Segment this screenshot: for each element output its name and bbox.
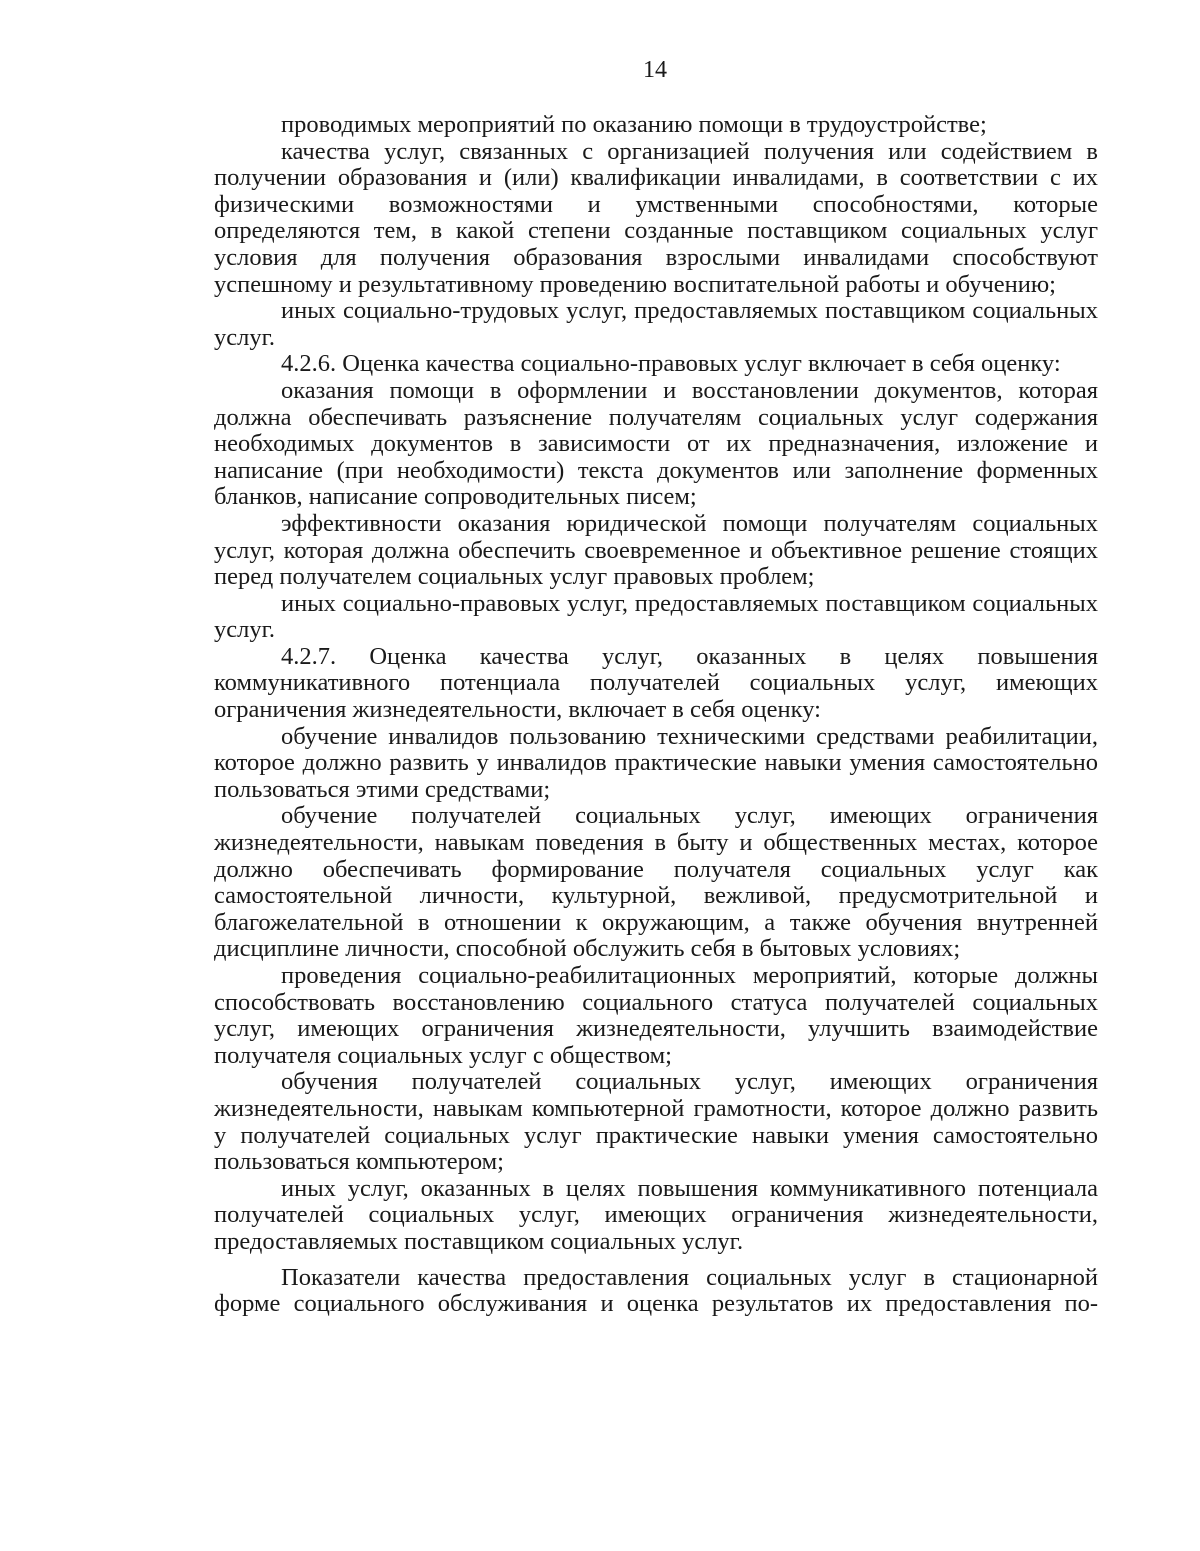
paragraph: Показатели качества предоставления социальных услуг в стационарной форме социального обслуживания и оценка результатов их предоставления по- [214, 1263, 1098, 1318]
paragraph: обучения получателей социальных услуг, имеющих ограничения жизнедеятельности, навыкам компьютерной грамотности, которое должно развить у получателей социальных услуг практические навыки умения самостоятельно пользоваться компьютером; [214, 1068, 1098, 1176]
paragraph: проведения социально-реабилитационных мероприятий, которые должны способствовать восстановлению социального статуса получателей социальных услуг, имеющих ограничения жизнедеятельности, улучшить взаимодействие получателя социальных услуг с обществом; [214, 962, 1098, 1069]
paragraph: иных услуг, оказанных в целях повышения коммуникативного потенциала получателей социальных услуг, имеющих ограничения жизнедеятельности, предоставляемых поставщиком социальных услуг. [214, 1174, 1098, 1255]
paragraph: обучение инвалидов пользованию техническими средствами реабилитации, которое должно развить у инвалидов практические навыки умения самостоятельно пользоваться этими средствами; [214, 722, 1098, 803]
paragraph: иных социально-правовых услуг, предоставляемых поставщиком социальных услуг. [214, 589, 1098, 644]
document-body [214, 112, 1098, 1318]
page-number: 14 [643, 57, 667, 83]
paragraph: иных социально-трудовых услуг, предоставляемых поставщиком социальных услуг. [214, 297, 1098, 351]
paragraph: качества услуг, связанных с организацией получения или содействием в получении образования и (или) квалификации инвалидами, в соответствии с их физическими возможностями и умственными способностями, которые определяются тем, в какой степени созданные поставщиком социальных услуг условия для получения образования взрослыми инвалидами способствуют успешному и результативному проведению воспитательной работы и обучению; [214, 137, 1098, 298]
paragraph: проводимых мероприятий по оказанию помощи в трудоустройстве; [281, 111, 987, 138]
paragraph: оказания помощи в оформлении и восстановлении документов, которая должна обеспечивать разъяснение получателям социальных услуг содержания необходимых документов в зависимости от их предназначения, изложение и написание (при необходимости) текста документов или заполнение форменных бланков, написание сопроводительных писем; [214, 376, 1098, 511]
paragraph: эффективности оказания юридической помощи получателям социальных услуг, которая должна обеспечить своевременное и объективное решение стоящих перед получателем социальных услуг правовых проблем; [214, 509, 1098, 591]
section-heading-4-2-7: 4.2.7. Оценка качества услуг, оказанных в целях повышения коммуникативного потенциала получателей социальных услуг, имеющих ограничения жизнедеятельности, включает в себя оценку: [214, 642, 1098, 724]
paragraph: обучение получателей социальных услуг, имеющих ограничения жизнедеятельности, навыкам поведения в быту и общественных местах, которое должно обеспечивать формирование получателя социальных услуг как самостоятельной личности, культурной, вежливой, предусмотрительной и благожелательной в отношении к окружающим, а также обучения внутренней дисциплине личности, способной обслужить себя в бытовых условиях; [214, 802, 1098, 963]
section-heading-4-2-6: 4.2.6. Оценка качества социально-правовых услуг включает в себя оценку: [281, 350, 1061, 378]
